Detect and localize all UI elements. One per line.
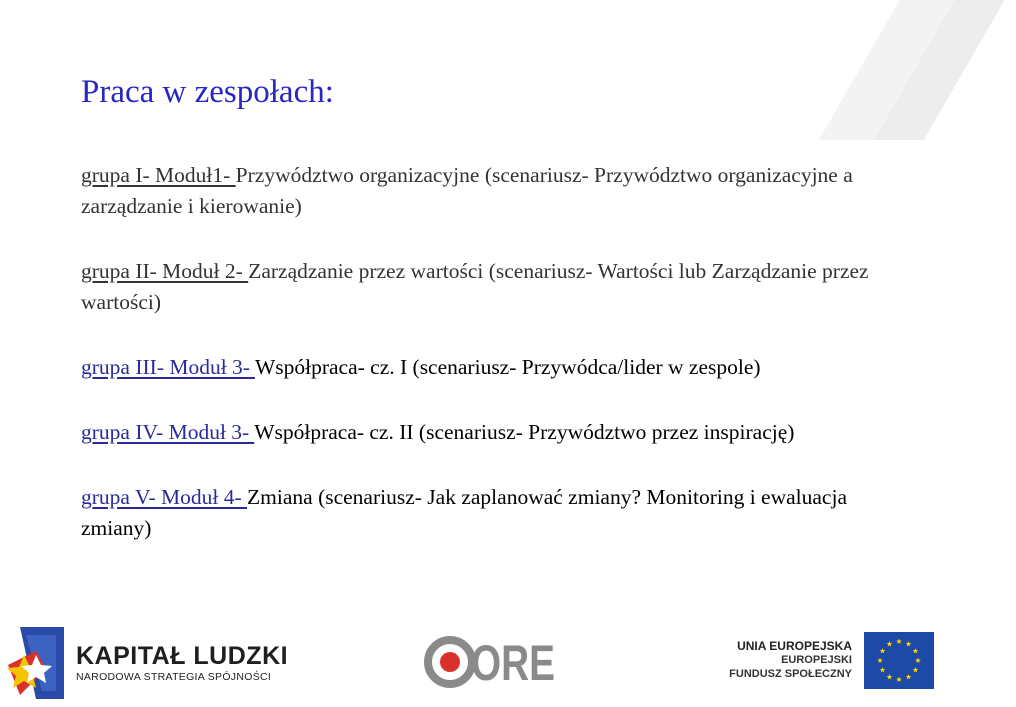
- group-item-4: [81, 417, 891, 448]
- group-item-1: [81, 160, 891, 222]
- group-lead: grupa V- Moduł 4-: [81, 485, 248, 509]
- eu-line-3: FUNDUSZ SPOŁECZNY: [729, 668, 852, 680]
- footer-logos: [0, 617, 960, 707]
- kapital-ludzki-subtitle: NARODOWA STRATEGIA SPÓJNOŚCI: [76, 671, 272, 683]
- group-item-5: [81, 482, 891, 544]
- group-description: Zarządzanie przez wartości (scenariusz- Wartości lub Zarządzanie przez wartości): [81, 259, 869, 314]
- group-description: Współpraca- cz. II (scenariusz- Przywództwo przez inspirację): [254, 420, 795, 444]
- slide-title: Praca w zespołach:: [81, 74, 334, 110]
- ore-logo-icon: [423, 635, 558, 689]
- group-item-2: [81, 256, 891, 318]
- eu-line-1: UNIA EUROPEJSKA: [737, 639, 852, 653]
- group-description: Przywództwo organizacyjne (scenariusz- Przywództwo organizacyjne a zarządzanie i kierowanie): [81, 163, 853, 218]
- slide-content: [81, 160, 891, 578]
- kapital-ludzki-logo-icon: [6, 625, 66, 701]
- group-lead: grupa I- Moduł1-: [81, 163, 236, 187]
- ore-logo-text: ORE: [471, 635, 555, 691]
- group-description: Zmiana (scenariusz- Jak zaplanować zmiany? Monitoring i ewaluacja zmiany): [81, 485, 847, 540]
- decorative-corner: [720, 0, 960, 110]
- kapital-ludzki-title: KAPITAŁ LUDZKI: [76, 642, 289, 670]
- kapital-ludzki-text: [76, 643, 288, 683]
- eu-line-2: EUROPEJSKI: [781, 654, 852, 666]
- group-lead: grupa II- Moduł 2-: [81, 259, 249, 283]
- eu-flag-icon: [864, 632, 934, 689]
- group-lead: grupa IV- Moduł 3-: [81, 420, 255, 444]
- group-description: Współpraca- cz. I (scenariusz- Przywódca/lider w zespole): [254, 355, 761, 379]
- eu-text: [729, 639, 852, 681]
- group-lead: grupa III- Moduł 3-: [81, 355, 255, 379]
- group-item-3: [81, 352, 891, 383]
